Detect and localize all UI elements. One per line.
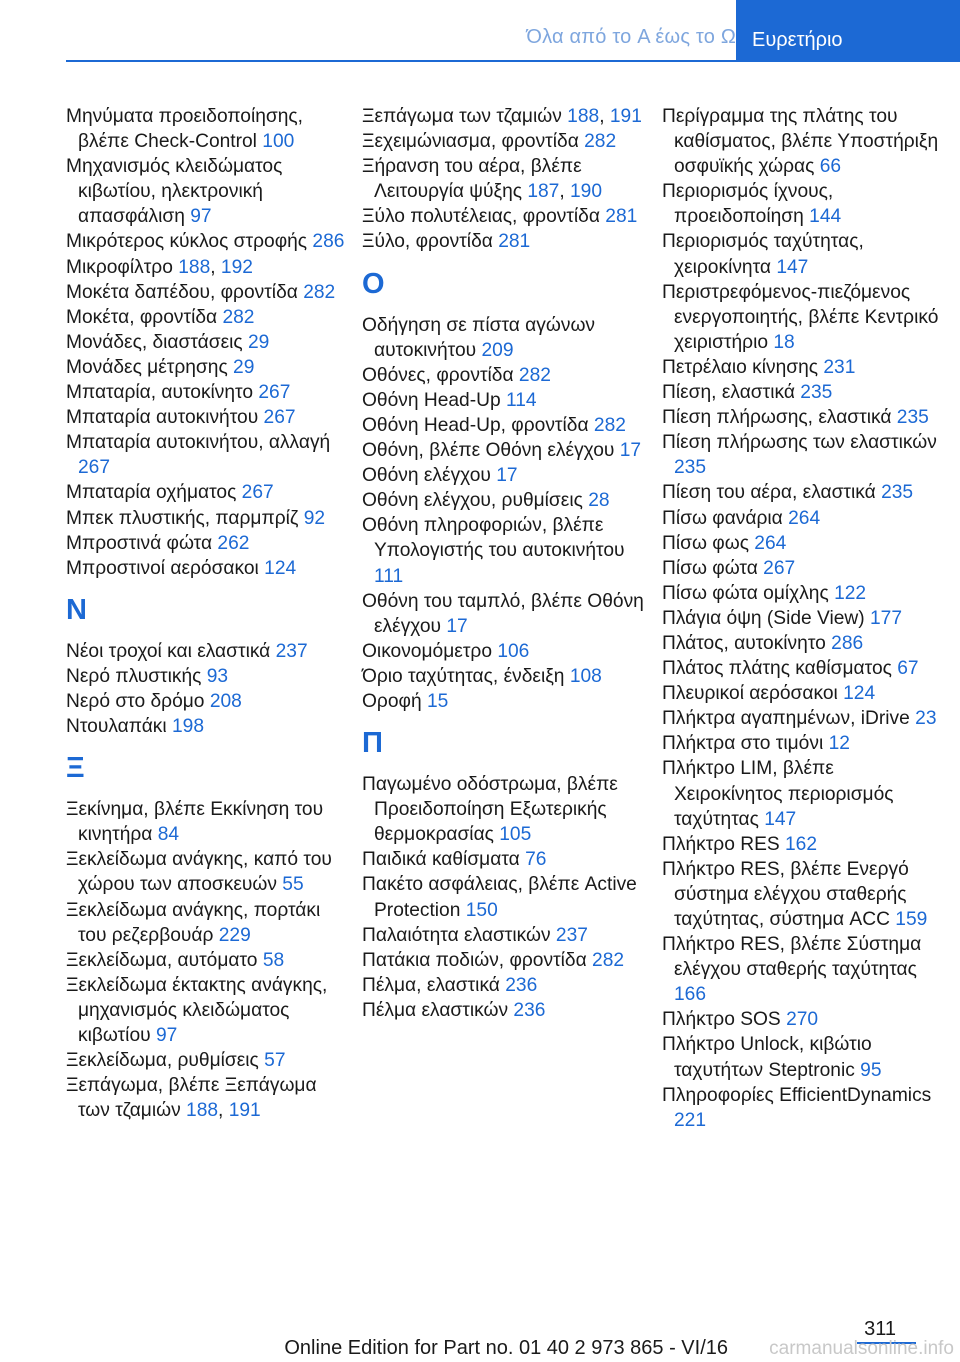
index-term: Οικονομόμετρο [362,640,492,662]
page-link[interactable]: 124 [843,683,876,705]
page-link[interactable]: 12 [828,733,850,755]
index-entry [662,857,946,932]
index-entry [66,280,350,305]
index-term: Πίεση πλήρωσης, ελαστικά [662,407,892,429]
page-link[interactable]: 237 [275,640,308,662]
page-link[interactable]: 17 [496,465,518,487]
index-term: Οθόνη Head-Up [362,389,501,411]
index-term: Πακέτο ασφάλειας, βλέπε Active Protection [362,874,637,921]
index-entry [362,948,646,973]
index-entry [662,631,946,656]
page-link[interactable]: 198 [171,716,204,738]
index-entry [662,104,946,179]
page-link[interactable]: 29 [233,356,255,378]
index-term: Μονάδες, διαστάσεις [66,331,243,353]
page-link[interactable]: 231 [823,356,856,378]
index-entry [662,832,946,857]
page-link[interactable]: 147 [764,808,797,830]
page-link[interactable]: 97 [155,1025,178,1046]
index-term: Πλάγια όψη (Side View) [662,607,865,629]
page-link[interactable]: 282 [592,949,625,971]
index-term: Πληροφορίες EfficientDynamics [662,1084,932,1106]
index-term: Περίγραμμα της πλάτης του καθίσματος, βλέπε Υποστήριξη οσφυϊκής χώρας [662,106,939,178]
page-link[interactable]: 235 [896,407,929,429]
page-link[interactable]: 162 [785,833,818,855]
index-term: Ξεκίνημα, βλέπε Εκκίνηση του κινητήρα [66,799,324,846]
index-entry [362,872,646,922]
section-letter: Ξ [66,752,85,785]
index-entry [662,731,946,756]
index-term: Μπαταρία οχήματος [66,482,237,504]
index-entry [662,480,946,505]
index-entry [66,229,350,254]
index-term: Πλήκτρο RES, βλέπε Ενεργό σύστημα ελέγχου σταθερής ταχύτητας, σύστημα ACC [662,858,909,930]
index-term: Πίεση πλήρωσης των ελαστικών [662,432,937,454]
index-term: Πίεση του αέρα, ελαστικά [662,482,876,504]
index-entry: Ξήρανση του αέρα, βλέπε Λειτουργία ψύξης 187, 190 [362,156,603,203]
page-link[interactable]: 282 [303,281,336,303]
page-link[interactable]: 159 [895,909,928,930]
page-link[interactable]: 23 [915,708,937,730]
page-link[interactable]: 84 [157,824,180,846]
page-link[interactable]: 235 [881,482,914,504]
index-term: Ξεπάγωμα των τζαμιών [362,106,562,127]
index-entry [66,430,350,480]
index-entry [362,639,646,664]
section-tab-label: Ευρετήριο [752,29,843,51]
page-link[interactable]: 267 [258,382,291,404]
page-link[interactable]: 190 [570,181,603,203]
index-entry: Μικροφίλτρο 188, 192 [66,256,253,278]
index-term: Πλήκτρα αγαπημένων, iDrive [662,708,910,730]
index-term: Μπαταρία, αυτοκίνητο [66,382,254,404]
index-entry [66,689,350,714]
page-link[interactable]: 67 [897,658,919,680]
index-term: Περιστρεφόμενος-πιεζόμενος ενεργοποιητής, βλέπε Κεντρικό χειριστήριο [662,281,939,353]
index-entry: Ξεπάγωμα, βλέπε Ξεπάγωμα των τζαμιών 188, 191 [66,1075,317,1122]
index-term: Ξεκλείδωμα, ρυθμίσεις [66,1050,259,1072]
page-link[interactable]: 106 [497,640,530,662]
page-link[interactable]: 237 [555,924,588,946]
index-entry [362,129,646,154]
index-term: Μπροστινά φώτα [66,532,213,554]
index-term: Πλήκτρο RES [662,833,780,855]
index-entry [362,847,646,872]
index-term: Πίσω φως [662,532,749,554]
index-entry [362,229,646,254]
index-entry [662,355,946,380]
index-term: Ξεκλείδωμα έκτακτης ανάγκης, μηχανισμός κλειδώματος κιβωτίου [66,974,328,1046]
watermark: carmanualsonline.info [769,1338,954,1359]
page-link[interactable]: 111 [374,565,404,587]
page-link[interactable]: 191 [609,106,642,127]
index-term: Ξεπάγωμα, βλέπε Ξεπάγωμα των τζαμιών [66,1075,317,1122]
page-link[interactable]: 187 [527,181,560,203]
page-link[interactable]: 188 [178,256,211,278]
index-entry [662,506,946,531]
index-entry [662,405,946,430]
index-term: Πλήκτρα στο τιμόνι [662,733,824,755]
index-term: Μονάδες μέτρησης [66,356,228,378]
section-letter: Ο [362,267,385,300]
page-link[interactable]: 95 [860,1059,882,1081]
index-term: Πέλμα ελαστικών [362,999,509,1021]
index-entry [66,154,350,229]
index-term: Ξεκλείδωμα, αυτόματο [66,949,258,971]
index-entry [362,998,646,1023]
index-entry [66,639,350,664]
index-term: Οδήγηση σε πίστα αγώνων αυτοκινήτου [362,314,596,361]
page-link[interactable]: 282 [593,414,626,436]
index-entry [662,606,946,631]
index-entry [362,973,646,998]
page-link[interactable]: 18 [773,331,795,353]
index-term: Μπεκ πλυστικής, παρμπρίζ [66,507,299,529]
index-term: Ντουλαπάκι [66,716,167,738]
index-term: Οθόνη Head-Up, φροντίδα [362,414,589,436]
index-entry [362,664,646,689]
index-term: Οθόνες, φροντίδα [362,364,514,386]
page-link[interactable]: 188 [186,1100,219,1122]
index-column-2 [362,104,646,1023]
page-link[interactable]: 267 [78,457,111,479]
page-link[interactable]: 235 [674,457,707,479]
index-term: Πλευρικοί αερόσακοι [662,683,838,705]
index-term: Πίσω φανάρια [662,507,783,529]
page-link[interactable]: 15 [426,690,449,712]
page-link[interactable]: 17 [446,615,468,637]
page-link[interactable]: 286 [312,231,345,253]
page-link[interactable]: 282 [222,306,255,328]
index-entry [362,689,646,714]
index-entry [362,438,646,463]
index-entry [662,1032,946,1082]
index-term: Οροφή [362,690,422,712]
index-term: Μοκέτα δαπέδου, φροντίδα [66,281,298,303]
page-link[interactable]: 144 [809,206,842,228]
index-term: Παλαιότητα ελαστικών [362,924,551,946]
index-term: Πλάτος, αυτοκίνητο [662,632,826,654]
index-entry [362,204,646,229]
index-entry [662,706,946,731]
index-entry [362,463,646,488]
index-term: Πλήκτρο Unlock, κιβώτιο ταχυτήτων Steptronic [662,1034,872,1081]
index-term: Περιορισμός ίχνους, προειδοποίηση [662,181,834,228]
index-entry [362,589,646,639]
index-entry [66,797,350,847]
index-term: Νέοι τροχοί και ελαστικά [66,640,271,662]
index-term: Πετρέλαιο κίνησης [662,356,819,378]
page-link[interactable]: 150 [465,899,498,921]
index-term: Πλάτος πλάτης καθίσματος [662,658,892,680]
index-term: Μηνύματα προειδοποίησης, βλέπε Check-Control [66,106,304,153]
page-link[interactable]: 282 [518,364,551,386]
page-link[interactable]: 236 [505,974,538,996]
index-term: Όριο ταχύτητας, ένδειξη [362,665,565,687]
index-term: Πλήκτρο SOS [662,1009,781,1031]
index-term: Περιορισμός ταχύτητας, χειροκίνητα [662,231,864,278]
index-entry [66,664,350,689]
page-link[interactable]: 166 [674,984,707,1006]
index-entry [362,488,646,513]
index-entry [66,305,350,330]
chapter-title[interactable]: Όλα από το A έως το Ω [526,26,736,48]
page-link[interactable]: 122 [834,582,867,604]
index-term: Νερό στο δρόμο [66,690,205,712]
index-entry [662,1083,946,1133]
index-term: Ξύλο πολυτέλειας, φροντίδα [362,206,600,228]
index-entry [66,1048,350,1073]
index-term: Πίσω φώτα [662,557,758,579]
index-entry [362,413,646,438]
page-link[interactable]: 270 [786,1009,819,1031]
index-term: Μοκέτα, φροντίδα [66,306,218,328]
page-link[interactable]: 282 [584,131,617,153]
index-entry [662,380,946,405]
index-term: Ξύλο, φροντίδα [362,231,493,253]
section-letter: Π [362,727,383,760]
page-link[interactable]: 100 [262,131,295,153]
page-link[interactable]: 264 [754,532,787,554]
page-link[interactable]: 192 [220,256,253,278]
page-link[interactable]: 92 [303,507,326,529]
index-term: Πλήκτρο RES, βλέπε Σύστημα ελέγχου σταθερής ταχύτητας [662,934,922,981]
page-link[interactable]: 114 [506,389,537,411]
page-link[interactable]: 281 [498,231,531,253]
index-term: Μικροφίλτρο [66,256,173,278]
index-entry [66,714,350,739]
page-link[interactable]: 267 [263,407,296,429]
page-link[interactable]: 97 [190,206,212,228]
page-link[interactable]: 281 [605,206,638,228]
index-term: Οθόνη ελέγχου [362,465,491,487]
index-entry [66,480,350,505]
index-entry [662,681,946,706]
index-entry [662,932,946,1007]
index-term: Παιδικά καθίσματα [362,849,520,871]
section-tab-index[interactable] [736,0,960,62]
index-term: Μπαταρία αυτοκινήτου, αλλαγή [66,432,331,454]
index-entry [662,179,946,229]
page-link[interactable]: 76 [525,849,547,871]
index-term: Οθόνη, βλέπε Οθόνη ελέγχου [362,440,615,462]
index-entry [362,513,646,588]
index-term: Πέλμα, ελαστικά [362,974,500,996]
index-entry [662,280,946,355]
page-link[interactable]: 105 [499,824,532,846]
index-entry [66,104,350,154]
page-link[interactable]: 55 [282,874,304,896]
index-entry [662,581,946,606]
page-link[interactable]: 124 [264,557,297,579]
page-link[interactable]: 209 [481,339,514,361]
index-entry [662,229,946,279]
index-entry [662,1007,946,1032]
edition-note: Online Edition for Part no. 01 40 2 973 865 - VI/16 [284,1337,728,1359]
page-link[interactable]: 264 [788,507,821,529]
page-link[interactable]: 57 [264,1050,286,1072]
page-number: 311 [864,1318,896,1340]
index-term: Ξεκλείδωμα ανάγκης, πορτάκι του ρεζερβουάρ [66,899,321,946]
page-link[interactable]: 236 [513,999,546,1021]
index-entry [66,556,350,581]
index-entry [66,330,350,355]
index-entry [662,656,946,681]
index-entry [66,380,350,405]
index-entry [362,923,646,948]
index-entry [66,847,350,897]
index-term: Μπροστινοί αερόσακοι [66,557,259,579]
page-link[interactable]: 262 [217,532,250,554]
section-letter: Ν [66,593,87,626]
page-link[interactable]: 29 [248,331,270,353]
page-link[interactable]: 147 [776,256,809,278]
index-entry [66,405,350,430]
index-term: Οθόνη του ταμπλό, βλέπε Οθόνη ελέγχου [362,590,644,637]
page-link[interactable]: 17 [619,440,642,462]
index-entry [66,973,350,1048]
index-term: Ξεχειμώνιασμα, φροντίδα [362,131,579,153]
index-term: Ξήρανση του αέρα, βλέπε Λειτουργία ψύξης [362,156,582,203]
page-link[interactable]: 108 [569,665,602,687]
index-entry [66,355,350,380]
index-entry [66,948,350,973]
page-link[interactable]: 221 [674,1109,707,1131]
index-term: Νερό πλυστικής [66,665,202,687]
page-link[interactable]: 267 [763,557,796,579]
page-link[interactable]: 235 [800,382,833,404]
index-entry [66,898,350,948]
page-link[interactable]: 28 [588,490,610,512]
index-entry [362,313,646,363]
page-link[interactable]: 191 [228,1100,261,1122]
index-term: Οθόνη ελέγχου, ρυθμίσεις [362,490,583,512]
page-link[interactable]: 58 [262,949,285,971]
index-entry [362,772,646,847]
index-entry [362,363,646,388]
page-link[interactable]: 188 [567,106,600,127]
index-entry [66,506,350,531]
page-link[interactable]: 208 [209,690,242,712]
index-column-1 [66,104,350,1123]
index-term: Ξεκλείδωμα ανάγκης, καπό του χώρου των αποσκευών [66,849,332,896]
index-entry: Ξεπάγωμα των τζαμιών 188, 191 [362,106,642,127]
page-link[interactable]: 66 [819,156,842,178]
index-entry [662,430,946,480]
page-link[interactable]: 177 [869,607,902,629]
index-entry [362,388,646,413]
index-term: Πλήκτρο LIM, βλέπε Χειροκίνητος περιορισμός ταχύτητας [662,758,894,830]
page-link[interactable]: 93 [206,665,229,687]
page-link[interactable]: 267 [241,482,274,504]
index-term: Μικρότερος κύκλος στροφής [66,231,308,253]
index-entry [662,531,946,556]
index-entry [662,556,946,581]
index-term: Πατάκια ποδιών, φροντίδα [362,949,587,971]
index-term: Μηχανισμός κλειδώματος κιβωτίου, ηλεκτρονική απασφάλιση [66,156,283,228]
index-term: Παγωμένο οδόστρωμα, βλέπε Προειδοποίηση Εξωτερικής θερμοκρασίας [362,774,618,846]
page-link[interactable]: 229 [218,924,251,946]
index-term: Οθόνη πληροφοριών, βλέπε Υπολογιστής του αυτοκινήτου [362,515,625,562]
index-entry [662,756,946,831]
index-entry [66,531,350,556]
index-column-3 [662,104,946,1133]
index-term: Μπαταρία αυτοκινήτου [66,407,259,429]
index-term: Πίεση, ελαστικά [662,382,795,404]
index-term: Πίσω φώτα ομίχλης [662,582,829,604]
page-link[interactable]: 286 [831,632,864,654]
